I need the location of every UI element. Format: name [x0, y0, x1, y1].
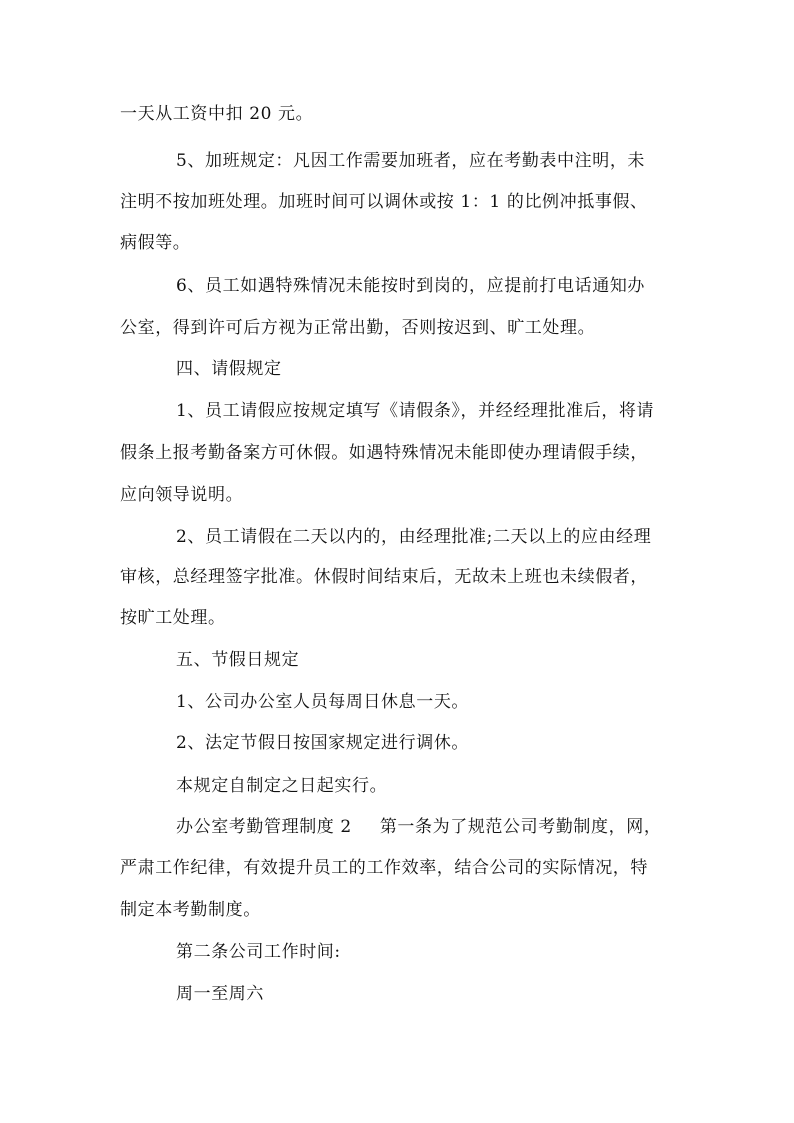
text-line: 应向领导说明。 [120, 485, 244, 505]
paragraph-special-cases: 6、员工如遇特殊情况未能按时到岗的，应提前打电话通知办 [176, 276, 646, 296]
text-line: 制定本考勤制度。 [120, 900, 261, 920]
article-two-heading: 第二条公司工作时间: [176, 942, 341, 962]
document-title: 办公室考勤管理制度 2 [176, 817, 352, 837]
section-heading-leave: 四、请假规定 [176, 359, 282, 379]
text-line: 一天从工资中扣 20 元。 [120, 104, 314, 124]
paragraph-overtime-rule: 5、加班规定：凡因工作需要加班者，应在考勤表中注明，未 [176, 151, 646, 171]
text-line: 按旷工处理。 [120, 608, 226, 628]
text-line: 病假等。 [120, 233, 191, 253]
text-line: 严肃工作纪律，有效提升员工的工作效率，结合公司的实际情况，特 [120, 858, 648, 878]
paragraph-effective-date: 本规定自制定之日起实行。 [176, 776, 388, 796]
paragraph-weekly-rest: 1、公司办公室人员每周日休息一天。 [176, 692, 470, 712]
text-line: 审核，总经理签字批准。休假时间结束后，无故未上班也未续假者， [120, 567, 648, 587]
work-days-line: 周一至周六 [176, 984, 264, 1004]
text-line: 注明不按加班处理。加班时间可以调休或按 1：1 的比例冲抵事假、 [120, 192, 648, 212]
paragraph-leave-approval: 2、员工请假在二天以内的，由经理批准;二天以上的应由经理 [176, 527, 652, 547]
document-title-line [176, 817, 661, 837]
text-line: 假条上报考勤备案方可休假。如遇特殊情况未能即使办理请假手续， [120, 443, 648, 463]
article-one-start: 第一条为了规范公司考勤制度，网， [379, 817, 662, 837]
section-heading-holidays: 五、节假日规定 [176, 650, 300, 670]
paragraph-leave-request: 1、员工请假应按规定填写《请假条》，并经经理批准后，将请 [176, 401, 655, 421]
paragraph-statutory-holidays: 2、法定节假日按国家规定进行调休。 [176, 733, 470, 753]
text-line: 公室，得到许可后方视为正常出勤，否则按迟到、旷工处理。 [120, 318, 596, 338]
